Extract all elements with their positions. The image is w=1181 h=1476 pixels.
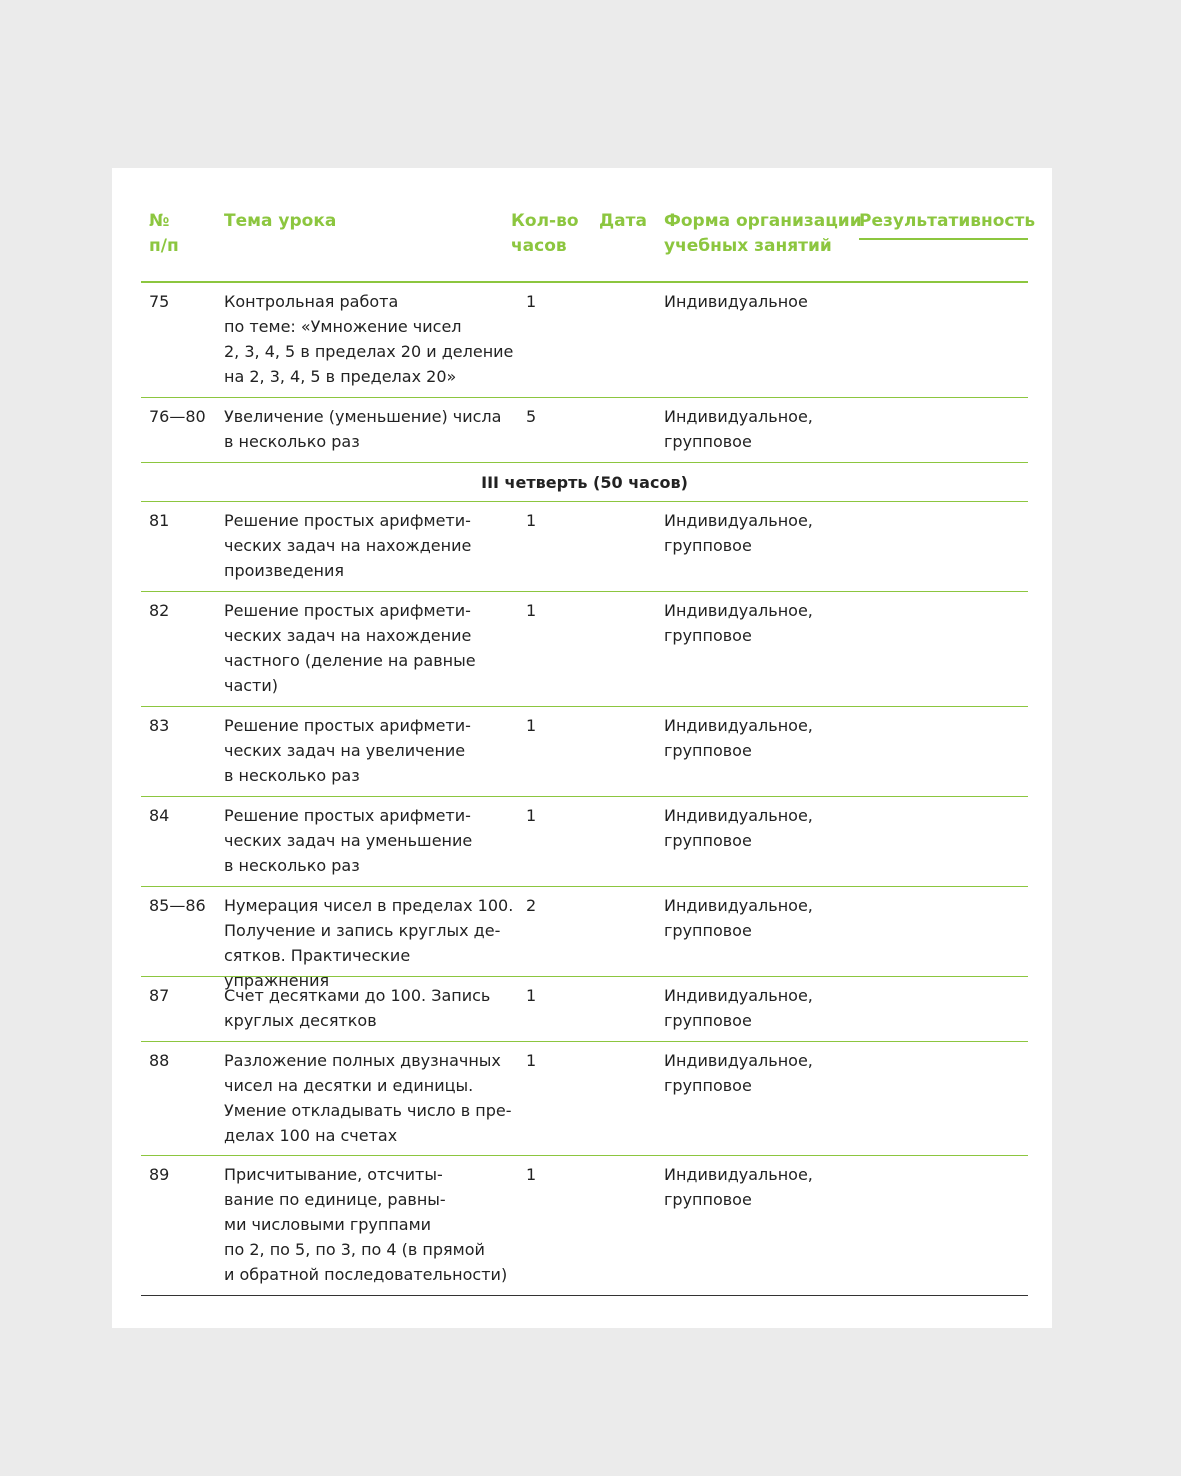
row-form: Индивидуальное, групповое [664,896,813,940]
header-result: Результативность [859,209,1028,240]
document-page [112,168,1052,1328]
row-hours: 1 [526,806,537,825]
row-num: 75 [149,292,170,311]
table-row [141,592,1028,707]
row-topic: Решение простых арифмети- ческих задач на нахождение частного (деление на равные части) [224,601,476,695]
row-form: Индивидуальное, групповое [664,601,813,645]
row-form: Индивидуальное, групповое [664,1165,813,1209]
row-hours: 1 [526,716,537,735]
row-num: 76—80 [149,407,206,426]
row-hours: 1 [526,1051,537,1070]
row-topic: Решение простых арифмети- ческих задач на увеличение в несколько раз [224,716,471,785]
header-date: Дата [599,211,647,231]
header-num: № п/п [149,211,179,256]
table-row [141,707,1028,797]
table-row [141,502,1028,592]
table-row [141,398,1028,463]
row-form: Индивидуальное, групповое [664,1051,813,1095]
row-form: Индивидуальное [664,292,808,311]
row-form: Индивидуальное, групповое [664,407,813,451]
row-num: 84 [149,806,170,825]
row-hours: 1 [526,1165,537,1184]
row-hours: 1 [526,292,537,311]
table-row [141,1042,1028,1156]
row-topic: Решение простых арифмети- ческих задач на уменьшение в несколько раз [224,806,473,875]
header-topic: Тема урока [224,211,337,231]
row-hours: 1 [526,986,537,1005]
row-form: Индивидуальное, групповое [664,806,813,850]
row-num: 85—86 [149,896,206,915]
row-form: Индивидуальное, групповое [664,986,813,1030]
row-topic: Разложение полных двузначных чисел на десятки и единицы. Умение откладывать число в пре- делах 100 на счетах [224,1051,512,1145]
row-hours: 5 [526,407,537,426]
row-topic: Нумерация чисел в пределах 100. Получение и запись круглых де- сятков. Практические упражнения [224,896,514,990]
table-row [141,283,1028,398]
row-hours: 1 [526,511,537,530]
row-num: 82 [149,601,170,620]
table-row [141,1156,1028,1296]
table-row [141,797,1028,887]
row-topic: Увеличение (уменьшение) числа в несколько раз [224,407,502,451]
row-topic: Счет десятками до 100. Запись круглых десятков [224,986,491,1030]
quarter-label: III четверть (50 часов) [481,473,688,492]
row-hours: 2 [526,896,537,915]
header-hours: Кол-во часов [511,211,579,256]
row-num: 81 [149,511,170,530]
row-num: 88 [149,1051,170,1070]
row-topic: Присчитывание, отсчиты- вание по единице, равны- ми числовыми группами по 2, по 5, по 3, по 4 (в прямой и обратной последовательности) [224,1165,508,1284]
row-hours: 1 [526,601,537,620]
row-num: 87 [149,986,170,1005]
row-form: Индивидуальное, групповое [664,716,813,760]
row-topic: Контрольная работа по теме: «Умножение чисел 2, 3, 4, 5 в пределах 20 и деление на 2, 3, 4, 5 в пределах 20» [224,292,514,386]
header-form: Форма организации учебных занятий [664,211,862,256]
table-row [141,887,1028,990]
row-form: Индивидуальное, групповое [664,511,813,555]
table-row [141,977,1028,1042]
table-header [141,168,1036,283]
row-num: 83 [149,716,170,735]
row-topic: Решение простых арифмети- ческих задач на нахождение произведения [224,511,472,580]
lesson-plan-table [141,168,1036,1296]
quarter-heading [141,463,1028,502]
row-num: 89 [149,1165,170,1184]
